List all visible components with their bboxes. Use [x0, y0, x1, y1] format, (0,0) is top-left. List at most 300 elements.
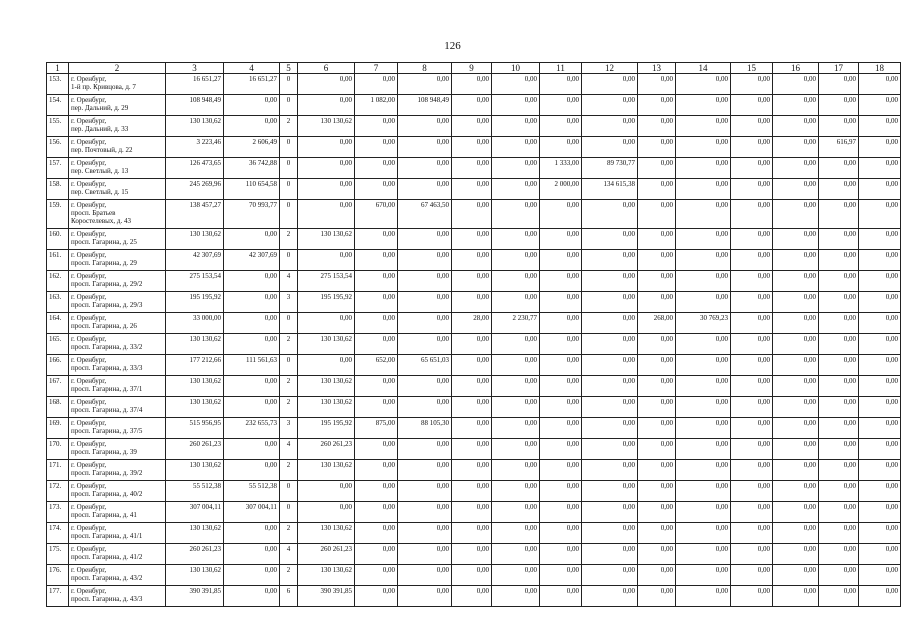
value-cell: 130 130,62	[298, 116, 355, 137]
table-row	[47, 95, 901, 116]
value-cell: 0,00	[859, 95, 901, 116]
value-cell: 0,00	[638, 565, 676, 586]
value-cell: 36 742,88	[224, 158, 280, 179]
value-cell: 0,00	[452, 502, 492, 523]
address-cell	[69, 116, 166, 137]
value-cell: 0,00	[819, 250, 859, 271]
value-cell: 0,00	[638, 544, 676, 565]
table-row	[47, 460, 901, 481]
table-row	[47, 313, 901, 334]
value-cell: 0,00	[638, 334, 676, 355]
address-cell	[69, 271, 166, 292]
value-cell: 0,00	[224, 460, 280, 481]
value-cell: 0,00	[452, 586, 492, 607]
value-cell: 0,00	[224, 229, 280, 250]
value-cell: 0,00	[638, 376, 676, 397]
value-cell: 0,00	[492, 439, 540, 460]
value-cell: 0,00	[773, 355, 819, 376]
address-line: г. Оренбург,	[71, 419, 107, 427]
row-number: 171.	[47, 460, 69, 481]
value-cell: 245 269,96	[166, 179, 224, 200]
value-cell: 0,00	[819, 418, 859, 439]
value-cell: 0,00	[540, 544, 582, 565]
value-cell: 0,00	[398, 460, 452, 481]
value-cell: 0,00	[452, 250, 492, 271]
value-cell: 0,00	[731, 179, 773, 200]
address-cell	[69, 544, 166, 565]
address-line: г. Оренбург,	[71, 159, 107, 167]
value-cell: 0,00	[452, 95, 492, 116]
address-line: г. Оренбург,	[71, 75, 107, 83]
value-cell: 0,00	[298, 179, 355, 200]
row-number: 157.	[47, 158, 69, 179]
value-cell: 0,00	[540, 200, 582, 229]
address-cell	[69, 376, 166, 397]
value-cell: 0,00	[540, 95, 582, 116]
value-cell: 0,00	[224, 95, 280, 116]
column-header: 4	[224, 63, 280, 74]
value-cell: 130 130,62	[166, 376, 224, 397]
value-cell: 2	[280, 229, 298, 250]
value-cell: 2	[280, 523, 298, 544]
value-cell: 0,00	[582, 523, 638, 544]
value-cell: 0,00	[355, 250, 398, 271]
value-cell: 0,00	[859, 74, 901, 95]
value-cell: 0,00	[638, 397, 676, 418]
value-cell: 0,00	[492, 179, 540, 200]
value-cell: 0,00	[676, 397, 731, 418]
value-cell: 0,00	[492, 397, 540, 418]
value-cell: 110 654,58	[224, 179, 280, 200]
address-line: просп. Гагарина, д. 39/2	[71, 469, 143, 477]
value-cell: 0,00	[298, 74, 355, 95]
table-row	[47, 565, 901, 586]
address-line: просп. Гагарина, д. 41/2	[71, 553, 143, 561]
value-cell: 111 561,63	[224, 355, 280, 376]
value-cell: 0,00	[452, 481, 492, 502]
value-cell: 0,00	[773, 481, 819, 502]
value-cell: 130 130,62	[298, 229, 355, 250]
value-cell: 0,00	[676, 544, 731, 565]
value-cell: 0,00	[452, 523, 492, 544]
value-cell: 0,00	[638, 95, 676, 116]
address-cell	[69, 74, 166, 95]
value-cell: 0,00	[731, 116, 773, 137]
value-cell: 0,00	[773, 544, 819, 565]
value-cell: 0,00	[859, 586, 901, 607]
value-cell: 0,00	[540, 334, 582, 355]
address-line: пер. Дальний, д. 29	[71, 104, 129, 112]
address-line: просп. Гагарина, д. 39	[71, 448, 137, 456]
value-cell: 0,00	[298, 137, 355, 158]
value-cell: 0,00	[859, 397, 901, 418]
value-cell: 0,00	[819, 376, 859, 397]
value-cell: 0,00	[638, 116, 676, 137]
table-row	[47, 292, 901, 313]
row-number: 158.	[47, 179, 69, 200]
value-cell: 0,00	[731, 137, 773, 158]
address-line: пер. Дальний, д. 33	[71, 125, 129, 133]
value-cell: 0,00	[859, 271, 901, 292]
value-cell: 0,00	[582, 292, 638, 313]
value-cell: 0,00	[582, 439, 638, 460]
value-cell: 0,00	[638, 586, 676, 607]
address-cell	[69, 158, 166, 179]
value-cell: 0,00	[582, 376, 638, 397]
value-cell: 232 655,73	[224, 418, 280, 439]
value-cell: 390 391,85	[298, 586, 355, 607]
table-row	[47, 355, 901, 376]
value-cell: 0,00	[731, 418, 773, 439]
value-cell: 0,00	[582, 460, 638, 481]
address-line: просп. Гагарина, д. 43/3	[71, 595, 143, 603]
value-cell: 0,00	[224, 586, 280, 607]
value-cell: 195 195,92	[298, 418, 355, 439]
value-cell: 130 130,62	[298, 523, 355, 544]
value-cell: 0,00	[452, 397, 492, 418]
value-cell: 130 130,62	[298, 460, 355, 481]
value-cell: 0,00	[492, 355, 540, 376]
value-cell: 2	[280, 334, 298, 355]
value-cell: 0,00	[492, 229, 540, 250]
value-cell: 0,00	[298, 502, 355, 523]
value-cell: 0,00	[676, 565, 731, 586]
row-number: 154.	[47, 95, 69, 116]
address-line: г. Оренбург,	[71, 314, 107, 322]
row-number: 176.	[47, 565, 69, 586]
value-cell: 0,00	[731, 292, 773, 313]
address-cell	[69, 292, 166, 313]
value-cell: 0,00	[540, 292, 582, 313]
value-cell: 0,00	[819, 397, 859, 418]
value-cell: 0,00	[773, 158, 819, 179]
value-cell: 0,00	[582, 586, 638, 607]
value-cell: 0,00	[676, 502, 731, 523]
table-row	[47, 200, 901, 229]
value-cell: 130 130,62	[166, 397, 224, 418]
row-number: 165.	[47, 334, 69, 355]
value-cell: 0,00	[355, 229, 398, 250]
value-cell: 0,00	[676, 418, 731, 439]
header-row	[47, 63, 901, 74]
value-cell: 67 463,50	[398, 200, 452, 229]
value-cell: 1 082,00	[355, 95, 398, 116]
value-cell: 0,00	[819, 292, 859, 313]
value-cell: 0,00	[731, 376, 773, 397]
value-cell: 275 153,54	[298, 271, 355, 292]
value-cell: 0,00	[638, 523, 676, 544]
value-cell: 0,00	[638, 418, 676, 439]
value-cell: 0,00	[298, 95, 355, 116]
value-cell: 0,00	[859, 158, 901, 179]
value-cell: 0,00	[676, 250, 731, 271]
value-cell: 0,00	[731, 95, 773, 116]
value-cell: 0,00	[398, 439, 452, 460]
value-cell: 0,00	[859, 334, 901, 355]
value-cell: 0,00	[398, 544, 452, 565]
address-line: г. Оренбург,	[71, 272, 107, 280]
value-cell: 0,00	[582, 137, 638, 158]
value-cell: 30 769,23	[676, 313, 731, 334]
value-cell: 0,00	[224, 376, 280, 397]
value-cell: 0,00	[582, 418, 638, 439]
value-cell: 177 212,66	[166, 355, 224, 376]
column-header: 5	[280, 63, 298, 74]
value-cell: 28,00	[452, 313, 492, 334]
value-cell: 0,00	[676, 355, 731, 376]
value-cell: 670,00	[355, 200, 398, 229]
value-cell: 0,00	[731, 460, 773, 481]
row-number: 155.	[47, 116, 69, 137]
value-cell: 0	[280, 179, 298, 200]
row-number: 172.	[47, 481, 69, 502]
row-number: 163.	[47, 292, 69, 313]
value-cell: 0,00	[819, 460, 859, 481]
value-cell: 275 153,54	[166, 271, 224, 292]
value-cell: 55 512,38	[166, 481, 224, 502]
value-cell: 0,00	[355, 292, 398, 313]
value-cell: 88 105,30	[398, 418, 452, 439]
value-cell: 0,00	[731, 313, 773, 334]
value-cell: 2	[280, 460, 298, 481]
value-cell: 0,00	[398, 74, 452, 95]
table-row	[47, 271, 901, 292]
value-cell: 0,00	[540, 355, 582, 376]
value-cell: 0,00	[859, 481, 901, 502]
value-cell: 0,00	[398, 565, 452, 586]
value-cell: 0,00	[355, 271, 398, 292]
row-number: 159.	[47, 200, 69, 229]
value-cell: 0,00	[540, 250, 582, 271]
value-cell: 0,00	[452, 116, 492, 137]
value-cell: 0,00	[452, 229, 492, 250]
value-cell: 0,00	[398, 376, 452, 397]
value-cell: 3	[280, 418, 298, 439]
column-header: 14	[676, 63, 731, 74]
value-cell: 0,00	[731, 397, 773, 418]
value-cell: 0,00	[452, 271, 492, 292]
column-header: 15	[731, 63, 773, 74]
table-row	[47, 179, 901, 200]
row-number: 170.	[47, 439, 69, 460]
address-line: просп. Гагарина, д. 29/2	[71, 280, 143, 288]
value-cell: 0,00	[492, 200, 540, 229]
value-cell: 0,00	[398, 292, 452, 313]
value-cell: 0,00	[731, 523, 773, 544]
value-cell: 16 651,27	[166, 74, 224, 95]
value-cell: 16 651,27	[224, 74, 280, 95]
value-cell: 0,00	[540, 418, 582, 439]
value-cell: 0,00	[492, 418, 540, 439]
value-cell: 0,00	[582, 502, 638, 523]
table-row	[47, 74, 901, 95]
table-body	[47, 74, 901, 607]
value-cell: 0,00	[773, 292, 819, 313]
address-line: просп. Гагарина, д. 40/2	[71, 490, 143, 498]
address-line: г. Оренбург,	[71, 377, 107, 385]
value-cell: 0,00	[492, 481, 540, 502]
address-cell	[69, 355, 166, 376]
value-cell: 130 130,62	[166, 334, 224, 355]
address-line: просп. Гагарина, д. 43/2	[71, 574, 143, 582]
value-cell: 0,00	[638, 200, 676, 229]
value-cell: 42 307,69	[224, 250, 280, 271]
value-cell: 0,00	[819, 229, 859, 250]
address-cell	[69, 481, 166, 502]
value-cell: 0	[280, 158, 298, 179]
value-cell: 0,00	[582, 116, 638, 137]
value-cell: 4	[280, 439, 298, 460]
value-cell: 0,00	[492, 334, 540, 355]
value-cell: 0,00	[452, 565, 492, 586]
value-cell: 108 948,49	[398, 95, 452, 116]
value-cell: 0,00	[540, 376, 582, 397]
value-cell: 89 730,77	[582, 158, 638, 179]
column-header: 12	[582, 63, 638, 74]
value-cell: 0,00	[859, 137, 901, 158]
row-number: 162.	[47, 271, 69, 292]
address-line: г. Оренбург,	[71, 180, 107, 188]
value-cell: 0,00	[676, 481, 731, 502]
value-cell: 0,00	[819, 481, 859, 502]
value-cell: 0,00	[492, 523, 540, 544]
address-line: г. Оренбург,	[71, 461, 107, 469]
value-cell: 0,00	[731, 158, 773, 179]
value-cell: 0,00	[859, 460, 901, 481]
value-cell: 0,00	[773, 250, 819, 271]
value-cell: 2 606,49	[224, 137, 280, 158]
value-cell: 0,00	[492, 250, 540, 271]
value-cell: 0,00	[355, 439, 398, 460]
value-cell: 0,00	[398, 481, 452, 502]
address-line: просп. Гагарина, д. 41/1	[71, 532, 143, 540]
address-line: пер. Почтовый, д. 22	[71, 146, 133, 154]
value-cell: 0,00	[540, 137, 582, 158]
value-cell: 0,00	[224, 439, 280, 460]
value-cell: 0,00	[492, 158, 540, 179]
value-cell: 0,00	[638, 355, 676, 376]
address-line: г. Оренбург,	[71, 398, 107, 406]
address-line: просп. Гагарина, д. 37/5	[71, 427, 143, 435]
value-cell: 0,00	[859, 250, 901, 271]
value-cell: 0,00	[582, 200, 638, 229]
value-cell: 0,00	[773, 586, 819, 607]
value-cell: 0,00	[859, 439, 901, 460]
value-cell: 0,00	[398, 334, 452, 355]
value-cell: 2 230,77	[492, 313, 540, 334]
value-cell: 0,00	[676, 523, 731, 544]
value-cell: 0,00	[582, 544, 638, 565]
address-line: просп. Гагарина, д. 37/4	[71, 406, 143, 414]
value-cell: 307 004,11	[224, 502, 280, 523]
address-cell	[69, 586, 166, 607]
address-line: г. Оренбург,	[71, 251, 107, 259]
address-line: просп. Гагарина, д. 26	[71, 322, 137, 330]
value-cell: 260 261,23	[166, 439, 224, 460]
column-header: 16	[773, 63, 819, 74]
value-cell: 0,00	[819, 116, 859, 137]
address-line: просп. Гагарина, д. 25	[71, 238, 137, 246]
value-cell: 0,00	[731, 271, 773, 292]
value-cell: 0,00	[859, 355, 901, 376]
value-cell: 0,00	[452, 439, 492, 460]
value-cell: 0,00	[859, 523, 901, 544]
value-cell: 268,00	[638, 313, 676, 334]
value-cell: 0,00	[731, 74, 773, 95]
value-cell: 130 130,62	[166, 229, 224, 250]
address-cell	[69, 95, 166, 116]
value-cell: 0,00	[676, 179, 731, 200]
value-cell: 0,00	[819, 355, 859, 376]
table-row	[47, 116, 901, 137]
address-line: г. Оренбург,	[71, 566, 107, 574]
value-cell: 0,00	[773, 271, 819, 292]
value-cell: 2	[280, 397, 298, 418]
value-cell: 0,00	[355, 502, 398, 523]
value-cell: 0,00	[859, 292, 901, 313]
value-cell: 0,00	[819, 271, 859, 292]
value-cell: 2	[280, 376, 298, 397]
value-cell: 0,00	[859, 502, 901, 523]
value-cell: 0,00	[452, 292, 492, 313]
table-row	[47, 481, 901, 502]
value-cell: 0,00	[398, 523, 452, 544]
value-cell: 616,97	[819, 137, 859, 158]
value-cell: 0,00	[773, 397, 819, 418]
table-row	[47, 523, 901, 544]
value-cell: 0,00	[298, 158, 355, 179]
address-line: просп. Гагарина, д. 33/2	[71, 343, 143, 351]
value-cell: 0,00	[638, 292, 676, 313]
value-cell: 0,00	[224, 116, 280, 137]
address-cell	[69, 179, 166, 200]
value-cell: 0,00	[731, 586, 773, 607]
value-cell: 0,00	[731, 439, 773, 460]
value-cell: 0	[280, 95, 298, 116]
table-row	[47, 229, 901, 250]
table-row	[47, 158, 901, 179]
value-cell: 0,00	[676, 137, 731, 158]
row-number: 168.	[47, 397, 69, 418]
value-cell: 0	[280, 481, 298, 502]
value-cell: 0,00	[773, 200, 819, 229]
value-cell: 0,00	[492, 74, 540, 95]
table-row	[47, 502, 901, 523]
value-cell: 0,00	[492, 376, 540, 397]
value-cell: 0,00	[398, 137, 452, 158]
column-header: 8	[398, 63, 452, 74]
value-cell: 0,00	[638, 229, 676, 250]
value-cell: 0,00	[773, 376, 819, 397]
value-cell: 0,00	[398, 313, 452, 334]
value-cell: 0,00	[773, 418, 819, 439]
value-cell: 0	[280, 250, 298, 271]
table-row	[47, 544, 901, 565]
address-cell	[69, 418, 166, 439]
value-cell: 0,00	[492, 460, 540, 481]
address-line: пер. Светлый, д. 15	[71, 188, 129, 196]
table-row	[47, 439, 901, 460]
value-cell: 0,00	[676, 200, 731, 229]
column-header: 11	[540, 63, 582, 74]
value-cell: 0,00	[355, 158, 398, 179]
value-cell: 138 457,27	[166, 200, 224, 229]
value-cell: 4	[280, 544, 298, 565]
value-cell: 0,00	[676, 116, 731, 137]
value-cell: 0,00	[731, 544, 773, 565]
value-cell: 390 391,85	[166, 586, 224, 607]
value-cell: 0,00	[492, 116, 540, 137]
